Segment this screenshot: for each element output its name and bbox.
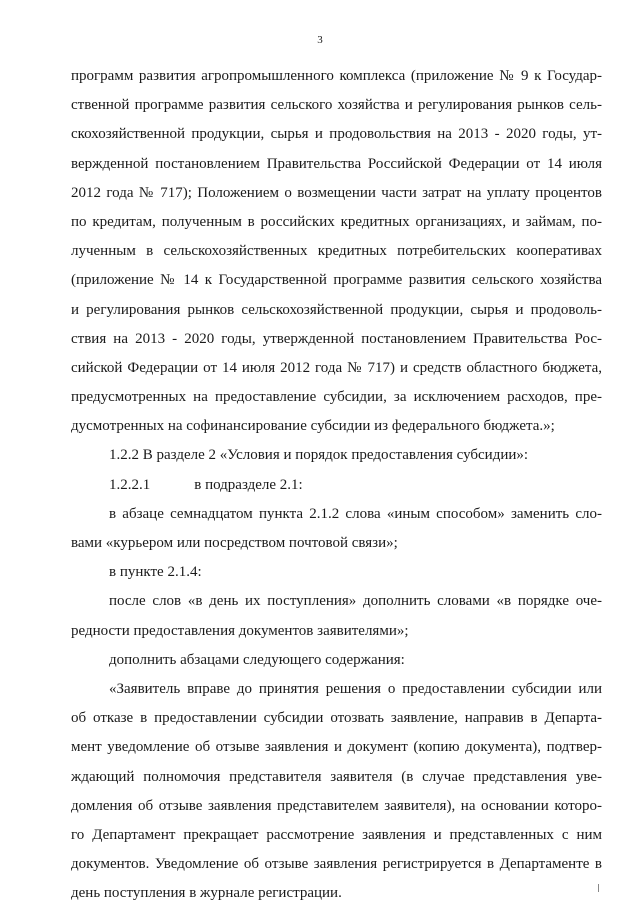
quote-line: об отказе в предоставлении субсидии отозвать заявление, направив в Департа- [71,710,602,727]
scan-mark [598,884,599,892]
quote-line: го Департамент прекращает рассмотрение заявления и представленных с ним [71,826,602,843]
text-line: вами «курьером или посредством почтовой связи»; [71,535,398,551]
text-line: по кредитам, полученным в российских кредитных организациях, и займам, по- [71,213,602,230]
text-line: (приложение № 14 к Государственной программе развития сельского хозяйства [71,272,602,289]
text-line: дусмотренных на софинансирование субсидии из федерального бюджета.»; [71,418,555,435]
quote-line: домления об отзыве заявления представителем заявителя), на основании которо- [71,797,602,814]
page-number: 3 [317,34,323,46]
quote-line: «Заявитель вправе до принятия решения о предоставлении субсидии или [109,680,602,697]
quote-line: мент уведомление об отзыве заявления и документ (копию документа), подтвер- [71,739,602,756]
text-line: скохозяйственной продукции, сырья и продовольствия на 2013 - 2020 годы, ут- [71,126,602,143]
text-line: и регулирования рынков сельскохозяйственной продукции, сырья и продоволь- [71,301,602,318]
text-line: сийской Федерации от 14 июля 2012 года № 717) и средств областного бюджета, [71,359,602,376]
text-line: ствия на 2013 - 2020 годы, утвержденной постановлением Правительства Рос- [71,330,602,347]
text-line: после слов «в день их поступления» дополнить словами «в порядке оче- [109,593,602,610]
text-line: в пункте 2.1.4: [109,564,202,581]
text-line: вержденной постановлением Правительства Российской Федерации от 14 июля [71,155,602,172]
text-line: 2012 года № 717); Положением о возмещении части затрат на уплату процентов [71,184,602,201]
text-line: ственной программе развития сельского хозяйства и регулирования рынков сель- [71,97,602,114]
subsection-text: в подразделе 2.1: [194,476,303,493]
document-body [71,62,602,908]
subsection-number: 1.2.2.1 [109,476,151,493]
subsection-line [71,471,602,500]
text-line: предусмотренных на предоставление субсидии, за исключением расходов, пре- [71,389,602,406]
text-line: в абзаце семнадцатом пункта 2.1.2 слова «иным способом» заменить сло- [109,505,602,522]
text-line: дополнить абзацами следующего содержания: [109,651,405,668]
text-line: редности предоставления документов заявителями»; [71,622,409,639]
quote-line: документов. Уведомление об отзыве заявления регистрируется в Департаменте в [71,856,602,873]
quote-line: день поступления в журнале регистрации. [71,885,342,902]
quote-line: ждающий полномочия представителя заявителя (в случае представления уве- [71,768,602,785]
text-line: программ развития агропромышленного комплекса (приложение № 9 к Государ- [71,68,602,84]
section-heading-line: 1.2.2 В разделе 2 «Условия и порядок предоставления субсидии»: [109,447,529,464]
text-line: лученным в сельскохозяйственных кредитных потребительских кооперативах [71,243,602,260]
